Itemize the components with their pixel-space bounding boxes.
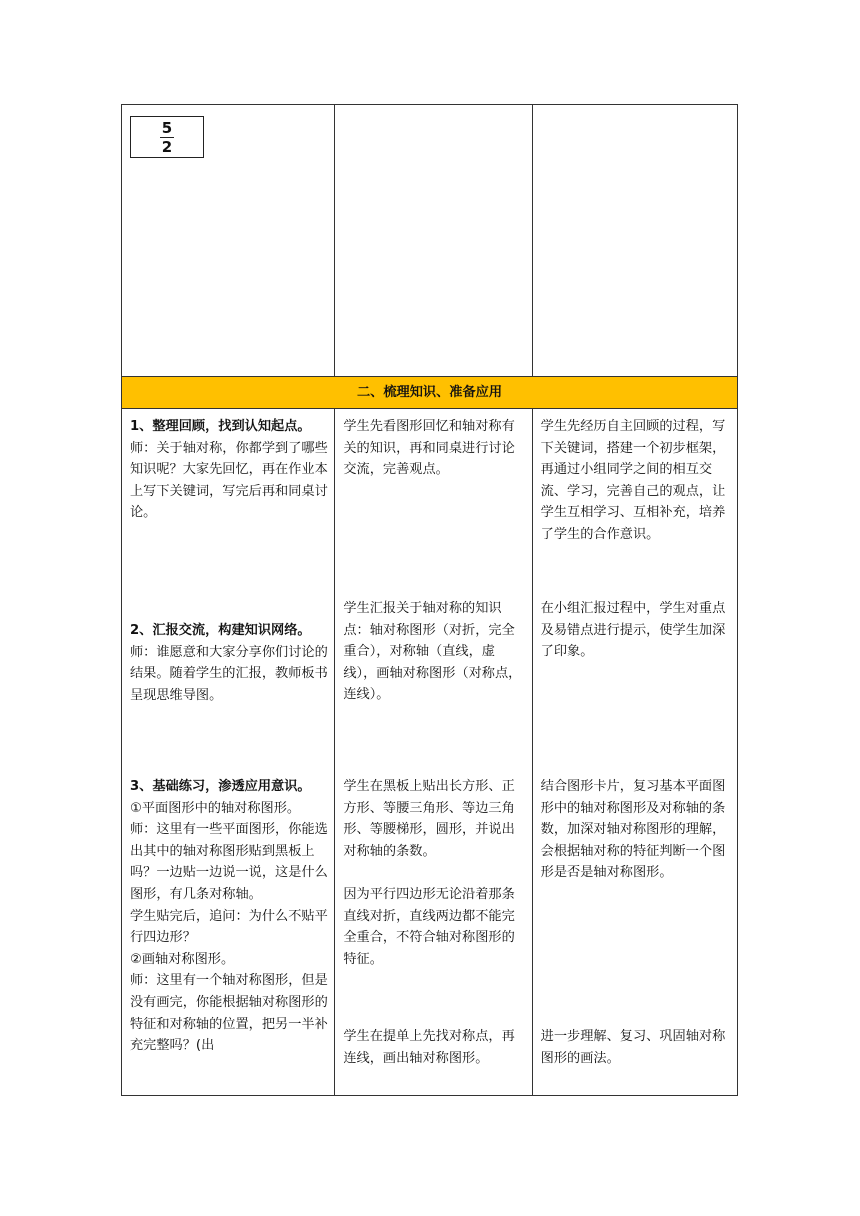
student-text-3: 学生在黑板上贴出长方形、正方形、等腰三角形、等边三角形、等腰梯形，圆形，并说出对称轴的条数。 — [343, 779, 515, 859]
table-cell — [335, 105, 532, 377]
table-cell — [532, 105, 737, 377]
section-header: 二、梳理知识、准备应用 — [122, 377, 738, 409]
step3-sub1: ①平面图形中的轴对称图形。 — [130, 800, 301, 816]
fraction-numerator: 5 — [161, 118, 173, 137]
step1-text: 师：关于轴对称，你都学到了哪些知识呢？大家先回忆，再在作业本上写下关键词，写完后再和同桌讨论。 — [130, 440, 328, 521]
intent-text-3: 结合图形卡片，复习基本平面图形中的轴对称图形及对称轴的条数，加深对轴对称图形的理解，会根据轴对称的特征判断一个图形是否是轴对称图形。 — [540, 779, 726, 881]
table-row — [122, 409, 738, 1096]
student-activity-cell — [335, 409, 532, 1096]
step3-text2: 学生贴完后，追问：为什么不贴平行四边形？ — [130, 908, 328, 946]
fraction-card — [130, 116, 204, 158]
step3-text1: 师：这里有一些平面图形，你能选出其中的轴对称图形贴到黑板上吗？一边贴一边说一说，这是什么图形，有几条对称轴。 — [130, 822, 328, 902]
fraction-denominator: 2 — [161, 137, 173, 156]
teacher-activity-cell — [122, 409, 335, 1096]
step3-sub2: ②画轴对称图形。 — [130, 951, 235, 967]
intent-text-4: 进一步理解、复习、巩固轴对称图形的画法。 — [540, 1029, 726, 1066]
student-text-4: 因为平行四边形无论沿着那条直线对折，直线两边都不能完全重合，不符合轴对称图形的特征。 — [343, 887, 515, 967]
student-text-1: 学生先看图形回忆和轴对称有关的知识，再和同桌进行讨论交流，完善观点。 — [343, 419, 515, 478]
student-text-5: 学生在提单上先找对称点，再连线，画出轴对称图形。 — [343, 1029, 515, 1066]
intent-text-2: 在小组汇报过程中，学生对重点及易错点进行提示，使学生加深了印象。 — [540, 601, 726, 660]
intent-text-1: 学生先经历自主回顾的过程，写下关键词，搭建一个初步框架，再通过小组同学之间的相互交流、学习，完善自己的观点，让学生互相学习、互相补充，培养了学生的合作意识。 — [540, 419, 726, 542]
lesson-plan-table — [121, 104, 738, 1096]
student-text-2: 学生汇报关于轴对称的知识点：轴对称图形（对折，完全重合），对称轴（直线，虚线），画轴对称图形（对称点，连线）。 — [343, 601, 522, 703]
step2-text: 师：谁愿意和大家分享你们讨论的结果。随着学生的汇报，教师板书呈现思维导图。 — [130, 644, 328, 703]
section-header-row — [122, 377, 738, 409]
step2-title: 2、汇报交流，构建知识网络。 — [130, 623, 311, 638]
table-row — [122, 105, 738, 377]
design-intent-cell — [532, 409, 737, 1096]
table-cell — [122, 105, 335, 377]
step1-title: 1、整理回顾，找到认知起点。 — [130, 419, 311, 434]
step3-title: 3、基础练习，渗透应用意识。 — [130, 779, 311, 794]
step3-text3: 师：这里有一个轴对称图形，但是没有画完，你能根据轴对称图形的特征和对称轴的位置，把另一半补充完整吗？(出 — [130, 973, 328, 1054]
